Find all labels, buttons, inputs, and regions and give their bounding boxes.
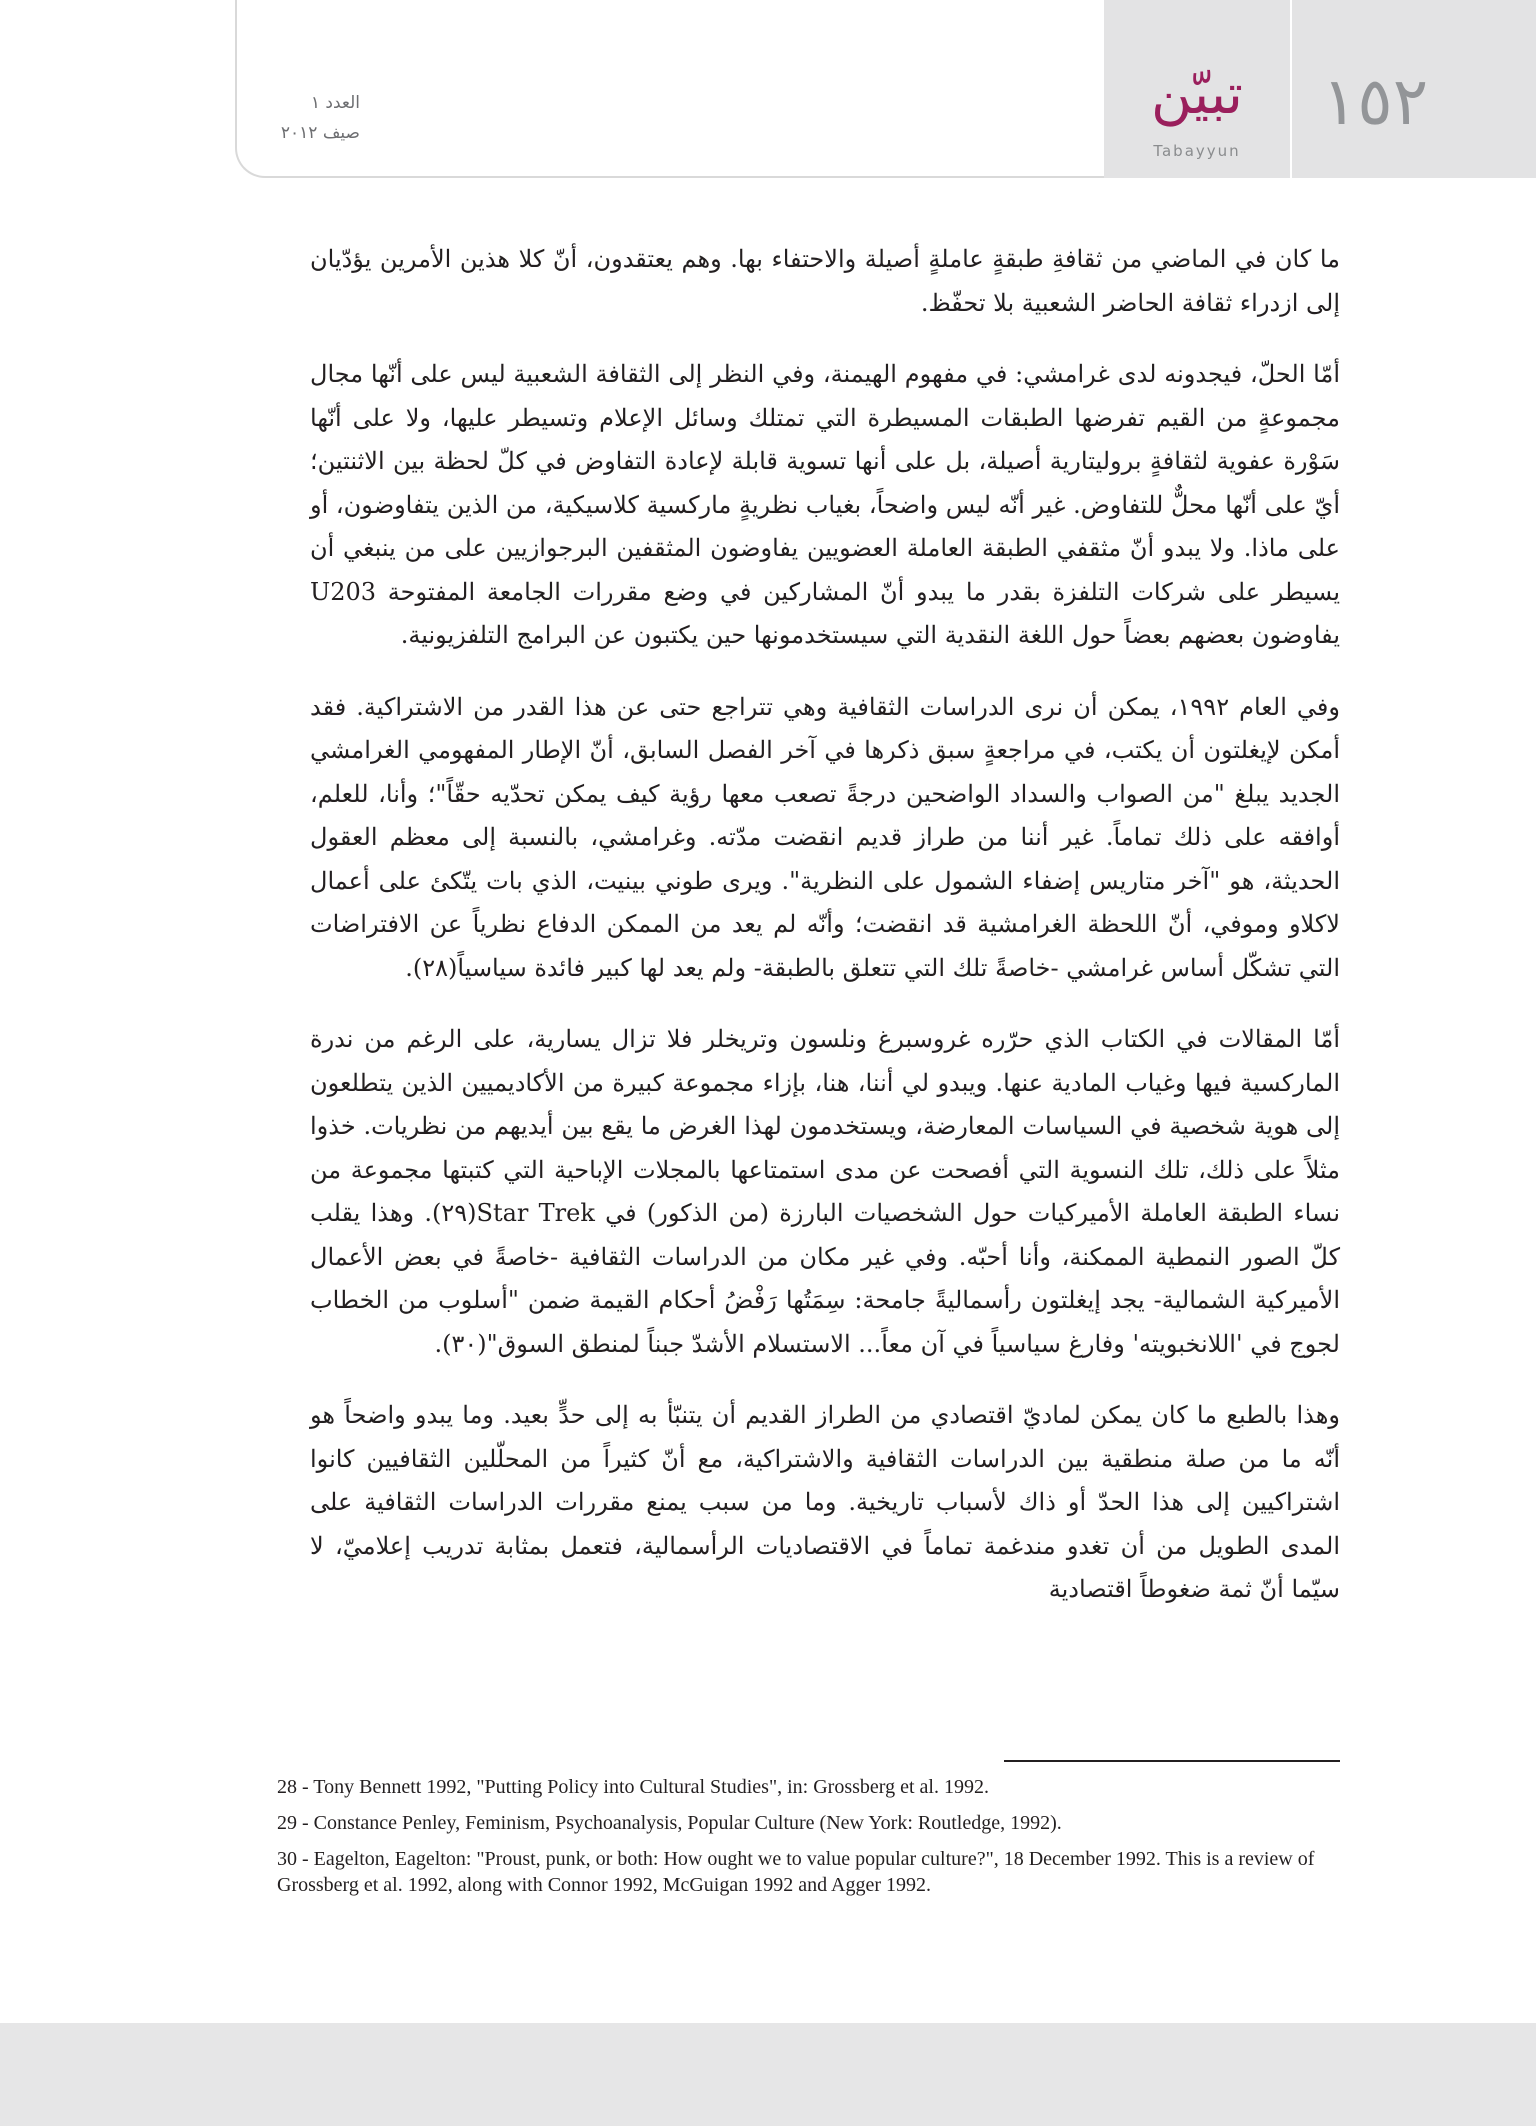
season-label: صيف ٢٠١٢ <box>280 123 360 143</box>
issue-info <box>270 88 360 148</box>
footnote-text: - Constance Penley, Feminism, Psychoanalysis, Popular Culture (New York: Routledge, 1992). <box>302 1812 1062 1834</box>
footnote-item <box>277 1774 1340 1800</box>
article-body <box>310 238 1340 1640</box>
footnote-item <box>277 1810 1340 1836</box>
logo-arabic-text: تبيّن <box>1150 62 1243 127</box>
journal-logo <box>1122 60 1272 160</box>
footer-band <box>0 2023 1536 2126</box>
logo-latin-text: Tabayyun <box>1153 142 1241 160</box>
footnotes <box>277 1774 1340 1908</box>
footnote-text: - Eagelton, Eagelton: "Proust, punk, or both: How ought we to value popular culture?", 18 December 1992. This is a review of Grossberg et al. 1992, along with Connor 1992, McGuigan 1992 and Agger 1992. <box>277 1848 1315 1896</box>
paragraph: وهذا بالطبع ما كان يمكن لماديّ اقتصادي من الطراز القديم أن يتنبّأ به إلى حدٍّ بعيد. وما يبدو واضحاً هو أنّه ما من صلة منطقية بين الدراسات الثقافية والاشتراكية، مع أنّ كثيراً من المحلّلين الثقافيين كانوا اشتراكيين إلى هذا الحدّ أو ذاك لأسباب تاريخية. وما من سبب يمنع مقررات الدراسات الثقافية على المدى الطويل من أن تغدو مندغمة تماماً في الاقتصاديات الرأسمالية، فتعمل بمثابة تدريب إعلاميّ، لا سيّما أنّ ثمة ضغوطاً اقتصادية <box>310 1401 1340 1603</box>
page-number: ١٥٢ <box>1321 63 1429 140</box>
footnote-number: 29 <box>277 1812 297 1834</box>
footnote-number: 28 <box>277 1776 297 1798</box>
paragraph: ما كان في الماضي من ثقافةِ طبقةٍ عاملةٍ أصيلة والاحتفاء بها. وهم يعتقدون، أنّ كلا هذين الأمرين يؤدّيان إلى ازدراء ثقافة الحاضر الشعبية بلا تحفّظ. <box>310 245 1340 317</box>
paragraph: أمّا المقالات في الكتاب الذي حرّره غروسبرغ ونلسون وتريخلر فلا تزال يسارية، على الرغم من ندرة الماركسية فيها وغياب المادية عنها. ويبدو لي أننا، هنا، بإزاء مجموعة كبيرة من الأكاديميين الذين يتطلعون إلى هوية شخصية في السياسات المعارضة، ويستخدمون لهذا الغرض ما يقع بين أيديهم من نظريات. خذوا مثلاً على ذلك، تلك النسوية التي أفصحت عن مدى استمتاعها بالمجلات الإباحية التي كتبتها مجموعة من نساء الطبقة العاملة الأميركيات حول الشخصيات البارزة (من الذكور) في Star Trek(٢٩). وهذا يقلب كلّ الصور النمطية الممكنة، وأنا أحبّه. وفي غير مكان من الدراسات الثقافية -خاصةً في بعض الأعمال الأميركية الشمالية- يجد إيغلتون رأسماليةً جامحة: سِمَتُها رَفْضُ أحكام القيمة ضمن "أسلوب من الخطاب لجوج في 'اللانخبويته' وفارغ سياسياً في آن معاً... الاستسلام الأشدّ جبناً لمنطق السوق"(٣٠). <box>310 1025 1341 1358</box>
header-divider <box>1290 0 1292 178</box>
issue-label: العدد ١ <box>310 93 360 113</box>
footnote-item <box>277 1846 1340 1898</box>
footnote-text: - Tony Bennett 1992, "Putting Policy into Cultural Studies", in: Grossberg et al. 1992. <box>302 1776 989 1798</box>
paragraph: وفي العام ١٩٩٢، يمكن أن نرى الدراسات الثقافية وهي تتراجع حتى عن هذا القدر من الاشتراكية. فقد أمكن لإيغلتون أن يكتب، في مراجعةٍ سبق ذكرها في آخر الفصل السابق، أنّ الإطار المفهومي الغرامشي الجديد يبلغ "من الصواب والسداد الواضحين درجةً تصعب معها رؤية كيف يمكن تحدّيه حقّاً"؛ وأنا، للعلم، أوافقه على ذلك تماماً. غير أننا من طراز قديم انقضت مدّته. وغرامشي، بالنسبة إلى معظم العقول الحديثة، هو "آخر متاريس إضفاء الشمول على النظرية". ويرى طوني بينيت، الذي بات يتّكئ على أعمال لاكلاو وموفي، أنّ اللحظة الغرامشية قد انقضت؛ وأنّه لم يعد من الممكن الدفاع نظرياً عن الافتراضات التي تشكّل أساس غرامشي -خاصةً تلك التي تتعلق بالطبقة- ولم يعد لها كبير فائدة سياسياً(٢٨). <box>310 692 1340 982</box>
footnote-number: 30 <box>277 1848 297 1870</box>
footnote-separator <box>1004 1760 1340 1762</box>
paragraph: أمّا الحلّ، فيجدونه لدى غرامشي: في مفهوم الهيمنة، وفي النظر إلى الثقافة الشعبية ليس على أنّها مجال مجموعةٍ من القيم تفرضها الطبقات المسيطرة التي تمتلك وسائل الإعلام وتسيطر عليها، ولا على أنّها سَوْرة عفوية لثقافةٍ بروليتارية أصيلة، بل على أنها تسوية قابلة لإعادة التفاوض في كلّ لحظة بين الاثنتين؛ أيّ على أنّها محلٌّ للتفاوض. غير أنّه ليس واضحاً، بغياب نظريةٍ ماركسية كلاسيكية، من الذين يتفاوضون، أو على ماذا. ولا يبدو أنّ مثقفي الطبقة العاملة العضويين يفاوضون المثقفين البرجوازيين على من ينبغي أن يسيطر على شركات التلفزة بقدر ما يبدو أنّ المشاركين في وضع مقررات الجامعة المفتوحة U203 يفاوضون بعضهم بعضاً حول اللغة النقدية التي سيستخدمونها حين يكتبون عن البرامج التلفزيونية. <box>310 360 1340 649</box>
header-panel <box>235 0 1104 178</box>
